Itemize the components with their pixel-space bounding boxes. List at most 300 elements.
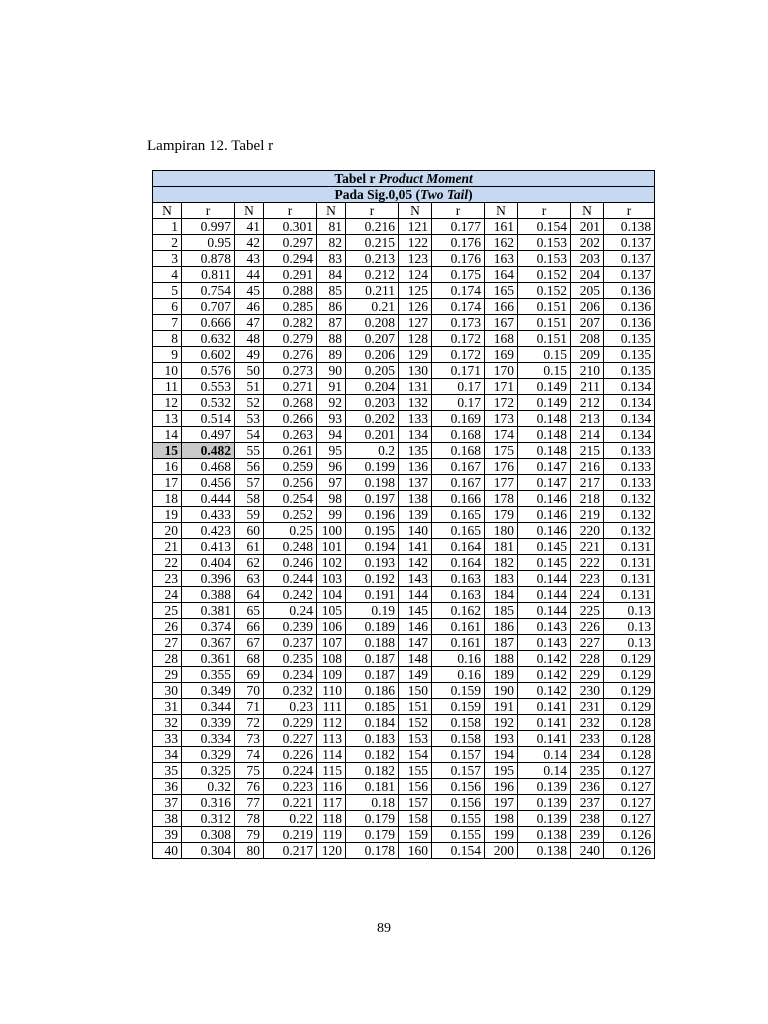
n-cell: 184 bbox=[485, 587, 518, 603]
r-cell: 0.142 bbox=[518, 651, 571, 667]
n-cell: 69 bbox=[235, 667, 264, 683]
n-cell: 151 bbox=[399, 699, 432, 715]
n-cell: 240 bbox=[571, 843, 604, 859]
r-cell: 0.143 bbox=[518, 619, 571, 635]
n-cell: 67 bbox=[235, 635, 264, 651]
n-cell: 68 bbox=[235, 651, 264, 667]
table-row bbox=[153, 715, 655, 731]
table-row bbox=[153, 251, 655, 267]
n-cell: 86 bbox=[317, 299, 346, 315]
n-cell: 99 bbox=[317, 507, 346, 523]
r-cell: 0.266 bbox=[264, 411, 317, 427]
r-cell: 0.141 bbox=[518, 699, 571, 715]
r-cell: 0.203 bbox=[346, 395, 399, 411]
r-cell: 0.456 bbox=[182, 475, 235, 491]
n-cell: 205 bbox=[571, 283, 604, 299]
r-cell: 0.148 bbox=[518, 411, 571, 427]
n-cell: 91 bbox=[317, 379, 346, 395]
n-cell: 173 bbox=[485, 411, 518, 427]
n-cell: 59 bbox=[235, 507, 264, 523]
n-cell: 194 bbox=[485, 747, 518, 763]
table-row bbox=[153, 731, 655, 747]
r-cell: 0.137 bbox=[604, 251, 655, 267]
r-cell: 0.183 bbox=[346, 731, 399, 747]
r-cell: 0.223 bbox=[264, 779, 317, 795]
table-row bbox=[153, 475, 655, 491]
n-cell: 159 bbox=[399, 827, 432, 843]
r-cell: 0.237 bbox=[264, 635, 317, 651]
r-cell: 0.135 bbox=[604, 331, 655, 347]
n-cell: 5 bbox=[153, 283, 182, 299]
r-cell: 0.173 bbox=[432, 315, 485, 331]
n-cell: 87 bbox=[317, 315, 346, 331]
n-cell: 28 bbox=[153, 651, 182, 667]
r-cell: 0.159 bbox=[432, 683, 485, 699]
n-cell: 166 bbox=[485, 299, 518, 315]
n-cell: 177 bbox=[485, 475, 518, 491]
r-cell: 0.367 bbox=[182, 635, 235, 651]
r-cell: 0.157 bbox=[432, 747, 485, 763]
r-cell: 0.139 bbox=[518, 795, 571, 811]
table-row bbox=[153, 491, 655, 507]
n-cell: 77 bbox=[235, 795, 264, 811]
r-cell: 0.21 bbox=[346, 299, 399, 315]
r-cell: 0.14 bbox=[518, 763, 571, 779]
r-cell: 0.137 bbox=[604, 267, 655, 283]
n-cell: 70 bbox=[235, 683, 264, 699]
r-cell: 0.273 bbox=[264, 363, 317, 379]
n-cell: 133 bbox=[399, 411, 432, 427]
r-cell: 0.151 bbox=[518, 315, 571, 331]
table-row bbox=[153, 395, 655, 411]
n-cell: 229 bbox=[571, 667, 604, 683]
n-cell: 118 bbox=[317, 811, 346, 827]
n-cell: 73 bbox=[235, 731, 264, 747]
r-cell: 0.131 bbox=[604, 571, 655, 587]
n-cell: 219 bbox=[571, 507, 604, 523]
r-cell: 0.167 bbox=[432, 459, 485, 475]
n-cell: 97 bbox=[317, 475, 346, 491]
n-cell: 63 bbox=[235, 571, 264, 587]
n-cell: 98 bbox=[317, 491, 346, 507]
n-cell: 40 bbox=[153, 843, 182, 859]
n-cell: 126 bbox=[399, 299, 432, 315]
n-cell: 182 bbox=[485, 555, 518, 571]
n-cell: 179 bbox=[485, 507, 518, 523]
n-cell: 186 bbox=[485, 619, 518, 635]
r-cell: 0.141 bbox=[518, 715, 571, 731]
table-row bbox=[153, 411, 655, 427]
r-cell: 0.532 bbox=[182, 395, 235, 411]
document-caption: Lampiran 12. Tabel r bbox=[147, 138, 274, 154]
r-cell: 0.17 bbox=[432, 395, 485, 411]
r-cell: 0.497 bbox=[182, 427, 235, 443]
n-cell: 101 bbox=[317, 539, 346, 555]
r-cell: 0.189 bbox=[346, 619, 399, 635]
r-cell: 0.632 bbox=[182, 331, 235, 347]
column-header: r bbox=[604, 203, 655, 219]
table-row bbox=[153, 651, 655, 667]
n-cell: 8 bbox=[153, 331, 182, 347]
n-cell: 140 bbox=[399, 523, 432, 539]
n-cell: 237 bbox=[571, 795, 604, 811]
r-cell: 0.144 bbox=[518, 603, 571, 619]
r-cell: 0.16 bbox=[432, 651, 485, 667]
n-cell: 178 bbox=[485, 491, 518, 507]
n-cell: 78 bbox=[235, 811, 264, 827]
table-row bbox=[153, 283, 655, 299]
r-cell: 0.149 bbox=[518, 395, 571, 411]
r-cell: 0.291 bbox=[264, 267, 317, 283]
column-header: r bbox=[346, 203, 399, 219]
n-cell: 81 bbox=[317, 219, 346, 235]
r-cell: 0.132 bbox=[604, 491, 655, 507]
r-cell: 0.162 bbox=[432, 603, 485, 619]
r-cell: 0.137 bbox=[604, 235, 655, 251]
r-cell: 0.177 bbox=[432, 219, 485, 235]
n-cell: 139 bbox=[399, 507, 432, 523]
n-cell: 227 bbox=[571, 635, 604, 651]
r-cell: 0.13 bbox=[604, 619, 655, 635]
n-cell: 185 bbox=[485, 603, 518, 619]
n-cell: 141 bbox=[399, 539, 432, 555]
table-row bbox=[153, 523, 655, 539]
column-header: r bbox=[432, 203, 485, 219]
r-cell: 0.334 bbox=[182, 731, 235, 747]
n-cell: 221 bbox=[571, 539, 604, 555]
r-cell: 0.268 bbox=[264, 395, 317, 411]
r-cell: 0.128 bbox=[604, 715, 655, 731]
n-cell: 122 bbox=[399, 235, 432, 251]
r-cell: 0.188 bbox=[346, 635, 399, 651]
n-cell: 44 bbox=[235, 267, 264, 283]
n-cell: 199 bbox=[485, 827, 518, 843]
n-cell: 119 bbox=[317, 827, 346, 843]
r-cell: 0.135 bbox=[604, 363, 655, 379]
r-cell: 0.553 bbox=[182, 379, 235, 395]
r-cell: 0.187 bbox=[346, 651, 399, 667]
n-cell: 202 bbox=[571, 235, 604, 251]
n-cell: 42 bbox=[235, 235, 264, 251]
n-cell: 38 bbox=[153, 811, 182, 827]
n-cell: 60 bbox=[235, 523, 264, 539]
n-cell: 208 bbox=[571, 331, 604, 347]
n-cell: 172 bbox=[485, 395, 518, 411]
n-cell: 195 bbox=[485, 763, 518, 779]
r-cell: 0.202 bbox=[346, 411, 399, 427]
r-cell: 0.148 bbox=[518, 443, 571, 459]
n-cell: 47 bbox=[235, 315, 264, 331]
r-cell: 0.138 bbox=[518, 827, 571, 843]
r-cell: 0.151 bbox=[518, 331, 571, 347]
table-subtitle: Pada Sig.0,05 (Two Tail) bbox=[153, 187, 655, 203]
r-cell: 0.482 bbox=[182, 443, 235, 459]
table-row bbox=[153, 683, 655, 699]
r-cell: 0.339 bbox=[182, 715, 235, 731]
table-row bbox=[153, 587, 655, 603]
n-cell: 113 bbox=[317, 731, 346, 747]
n-cell: 130 bbox=[399, 363, 432, 379]
n-cell: 149 bbox=[399, 667, 432, 683]
n-cell: 74 bbox=[235, 747, 264, 763]
r-cell: 0.151 bbox=[518, 299, 571, 315]
n-cell: 155 bbox=[399, 763, 432, 779]
n-cell: 200 bbox=[485, 843, 518, 859]
n-cell: 228 bbox=[571, 651, 604, 667]
n-cell: 31 bbox=[153, 699, 182, 715]
r-cell: 0.142 bbox=[518, 683, 571, 699]
n-cell: 191 bbox=[485, 699, 518, 715]
r-cell: 0.184 bbox=[346, 715, 399, 731]
r-cell: 0.195 bbox=[346, 523, 399, 539]
n-cell: 193 bbox=[485, 731, 518, 747]
n-cell: 218 bbox=[571, 491, 604, 507]
n-cell: 225 bbox=[571, 603, 604, 619]
r-cell: 0.187 bbox=[346, 667, 399, 683]
r-cell: 0.374 bbox=[182, 619, 235, 635]
n-cell: 135 bbox=[399, 443, 432, 459]
n-cell: 145 bbox=[399, 603, 432, 619]
r-cell: 0.242 bbox=[264, 587, 317, 603]
r-cell: 0.13 bbox=[604, 603, 655, 619]
r-cell: 0.166 bbox=[432, 491, 485, 507]
n-cell: 109 bbox=[317, 667, 346, 683]
table-row bbox=[153, 843, 655, 859]
n-cell: 14 bbox=[153, 427, 182, 443]
column-header: N bbox=[235, 203, 264, 219]
n-cell: 61 bbox=[235, 539, 264, 555]
r-cell: 0.199 bbox=[346, 459, 399, 475]
n-cell: 26 bbox=[153, 619, 182, 635]
n-cell: 214 bbox=[571, 427, 604, 443]
table-row bbox=[153, 619, 655, 635]
r-cell: 0.17 bbox=[432, 379, 485, 395]
n-cell: 120 bbox=[317, 843, 346, 859]
table-title: Tabel r Product Moment bbox=[153, 171, 655, 187]
n-cell: 72 bbox=[235, 715, 264, 731]
r-cell: 0.161 bbox=[432, 635, 485, 651]
n-cell: 169 bbox=[485, 347, 518, 363]
n-cell: 39 bbox=[153, 827, 182, 843]
r-cell: 0.179 bbox=[346, 811, 399, 827]
n-cell: 58 bbox=[235, 491, 264, 507]
n-cell: 157 bbox=[399, 795, 432, 811]
n-cell: 144 bbox=[399, 587, 432, 603]
r-cell: 0.135 bbox=[604, 347, 655, 363]
r-cell: 0.396 bbox=[182, 571, 235, 587]
n-cell: 50 bbox=[235, 363, 264, 379]
n-cell: 24 bbox=[153, 587, 182, 603]
n-cell: 164 bbox=[485, 267, 518, 283]
n-cell: 79 bbox=[235, 827, 264, 843]
r-cell: 0.388 bbox=[182, 587, 235, 603]
table-row bbox=[153, 507, 655, 523]
r-cell: 0.2 bbox=[346, 443, 399, 459]
r-cell: 0.163 bbox=[432, 571, 485, 587]
r-cell: 0.142 bbox=[518, 667, 571, 683]
r-cell: 0.201 bbox=[346, 427, 399, 443]
n-cell: 18 bbox=[153, 491, 182, 507]
n-cell: 187 bbox=[485, 635, 518, 651]
r-cell: 0.153 bbox=[518, 251, 571, 267]
r-cell: 0.168 bbox=[432, 427, 485, 443]
n-cell: 32 bbox=[153, 715, 182, 731]
r-cell: 0.95 bbox=[182, 235, 235, 251]
r-cell: 0.198 bbox=[346, 475, 399, 491]
n-cell: 15 bbox=[153, 443, 182, 459]
r-cell: 0.204 bbox=[346, 379, 399, 395]
r-cell: 0.147 bbox=[518, 459, 571, 475]
n-cell: 49 bbox=[235, 347, 264, 363]
n-cell: 82 bbox=[317, 235, 346, 251]
n-cell: 233 bbox=[571, 731, 604, 747]
r-cell: 0.193 bbox=[346, 555, 399, 571]
r-cell: 0.152 bbox=[518, 283, 571, 299]
n-cell: 230 bbox=[571, 683, 604, 699]
r-cell: 0.261 bbox=[264, 443, 317, 459]
r-cell: 0.211 bbox=[346, 283, 399, 299]
r-cell: 0.127 bbox=[604, 763, 655, 779]
table-row bbox=[153, 219, 655, 235]
r-cell: 0.244 bbox=[264, 571, 317, 587]
n-cell: 13 bbox=[153, 411, 182, 427]
n-cell: 107 bbox=[317, 635, 346, 651]
table-row bbox=[153, 571, 655, 587]
n-cell: 206 bbox=[571, 299, 604, 315]
r-cell: 0.182 bbox=[346, 763, 399, 779]
r-cell: 0.208 bbox=[346, 315, 399, 331]
r-cell: 0.141 bbox=[518, 731, 571, 747]
n-cell: 125 bbox=[399, 283, 432, 299]
r-cell: 0.131 bbox=[604, 539, 655, 555]
n-cell: 71 bbox=[235, 699, 264, 715]
r-cell: 0.13 bbox=[604, 635, 655, 651]
n-cell: 66 bbox=[235, 619, 264, 635]
n-cell: 181 bbox=[485, 539, 518, 555]
r-cell: 0.136 bbox=[604, 283, 655, 299]
n-cell: 106 bbox=[317, 619, 346, 635]
r-cell: 0.282 bbox=[264, 315, 317, 331]
r-cell: 0.138 bbox=[518, 843, 571, 859]
n-cell: 6 bbox=[153, 299, 182, 315]
table-row bbox=[153, 235, 655, 251]
n-cell: 136 bbox=[399, 459, 432, 475]
n-cell: 110 bbox=[317, 683, 346, 699]
n-cell: 236 bbox=[571, 779, 604, 795]
r-cell: 0.176 bbox=[432, 251, 485, 267]
table-row bbox=[153, 331, 655, 347]
n-cell: 211 bbox=[571, 379, 604, 395]
r-cell: 0.144 bbox=[518, 587, 571, 603]
table-row bbox=[153, 299, 655, 315]
n-cell: 33 bbox=[153, 731, 182, 747]
n-cell: 134 bbox=[399, 427, 432, 443]
n-cell: 124 bbox=[399, 267, 432, 283]
n-cell: 9 bbox=[153, 347, 182, 363]
n-cell: 10 bbox=[153, 363, 182, 379]
n-cell: 168 bbox=[485, 331, 518, 347]
n-cell: 83 bbox=[317, 251, 346, 267]
r-cell: 0.131 bbox=[604, 587, 655, 603]
n-cell: 189 bbox=[485, 667, 518, 683]
n-cell: 1 bbox=[153, 219, 182, 235]
n-cell: 4 bbox=[153, 267, 182, 283]
n-cell: 162 bbox=[485, 235, 518, 251]
column-header: N bbox=[399, 203, 432, 219]
n-cell: 201 bbox=[571, 219, 604, 235]
r-cell: 0.134 bbox=[604, 395, 655, 411]
r-cell: 0.444 bbox=[182, 491, 235, 507]
r-cell: 0.192 bbox=[346, 571, 399, 587]
r-cell: 0.191 bbox=[346, 587, 399, 603]
r-cell: 0.133 bbox=[604, 459, 655, 475]
n-cell: 150 bbox=[399, 683, 432, 699]
r-cell: 0.206 bbox=[346, 347, 399, 363]
n-cell: 235 bbox=[571, 763, 604, 779]
n-cell: 75 bbox=[235, 763, 264, 779]
table-row bbox=[153, 347, 655, 363]
r-cell: 0.349 bbox=[182, 683, 235, 699]
column-header: N bbox=[317, 203, 346, 219]
r-cell: 0.229 bbox=[264, 715, 317, 731]
n-cell: 156 bbox=[399, 779, 432, 795]
n-cell: 175 bbox=[485, 443, 518, 459]
r-cell: 0.133 bbox=[604, 475, 655, 491]
r-cell: 0.18 bbox=[346, 795, 399, 811]
r-cell: 0.276 bbox=[264, 347, 317, 363]
n-cell: 104 bbox=[317, 587, 346, 603]
n-cell: 80 bbox=[235, 843, 264, 859]
column-header: r bbox=[518, 203, 571, 219]
n-cell: 93 bbox=[317, 411, 346, 427]
r-cell: 0.878 bbox=[182, 251, 235, 267]
n-cell: 220 bbox=[571, 523, 604, 539]
r-cell: 0.129 bbox=[604, 699, 655, 715]
n-cell: 231 bbox=[571, 699, 604, 715]
n-cell: 17 bbox=[153, 475, 182, 491]
r-cell: 0.174 bbox=[432, 299, 485, 315]
table-row bbox=[153, 443, 655, 459]
n-cell: 76 bbox=[235, 779, 264, 795]
n-cell: 147 bbox=[399, 635, 432, 651]
r-cell: 0.254 bbox=[264, 491, 317, 507]
column-header: r bbox=[264, 203, 317, 219]
r-cell: 0.259 bbox=[264, 459, 317, 475]
r-cell: 0.666 bbox=[182, 315, 235, 331]
r-cell: 0.172 bbox=[432, 347, 485, 363]
r-cell: 0.128 bbox=[604, 731, 655, 747]
table-row bbox=[153, 811, 655, 827]
r-cell: 0.134 bbox=[604, 379, 655, 395]
r-cell: 0.297 bbox=[264, 235, 317, 251]
table-row bbox=[153, 795, 655, 811]
r-cell: 0.252 bbox=[264, 507, 317, 523]
table-row bbox=[153, 635, 655, 651]
r-cell: 0.171 bbox=[432, 363, 485, 379]
r-cell: 0.514 bbox=[182, 411, 235, 427]
r-cell: 0.165 bbox=[432, 507, 485, 523]
r-cell: 0.22 bbox=[264, 811, 317, 827]
n-cell: 55 bbox=[235, 443, 264, 459]
r-cell: 0.156 bbox=[432, 779, 485, 795]
n-cell: 197 bbox=[485, 795, 518, 811]
r-cell: 0.301 bbox=[264, 219, 317, 235]
n-cell: 84 bbox=[317, 267, 346, 283]
r-cell: 0.149 bbox=[518, 379, 571, 395]
r-cell: 0.164 bbox=[432, 555, 485, 571]
n-cell: 51 bbox=[235, 379, 264, 395]
n-cell: 153 bbox=[399, 731, 432, 747]
